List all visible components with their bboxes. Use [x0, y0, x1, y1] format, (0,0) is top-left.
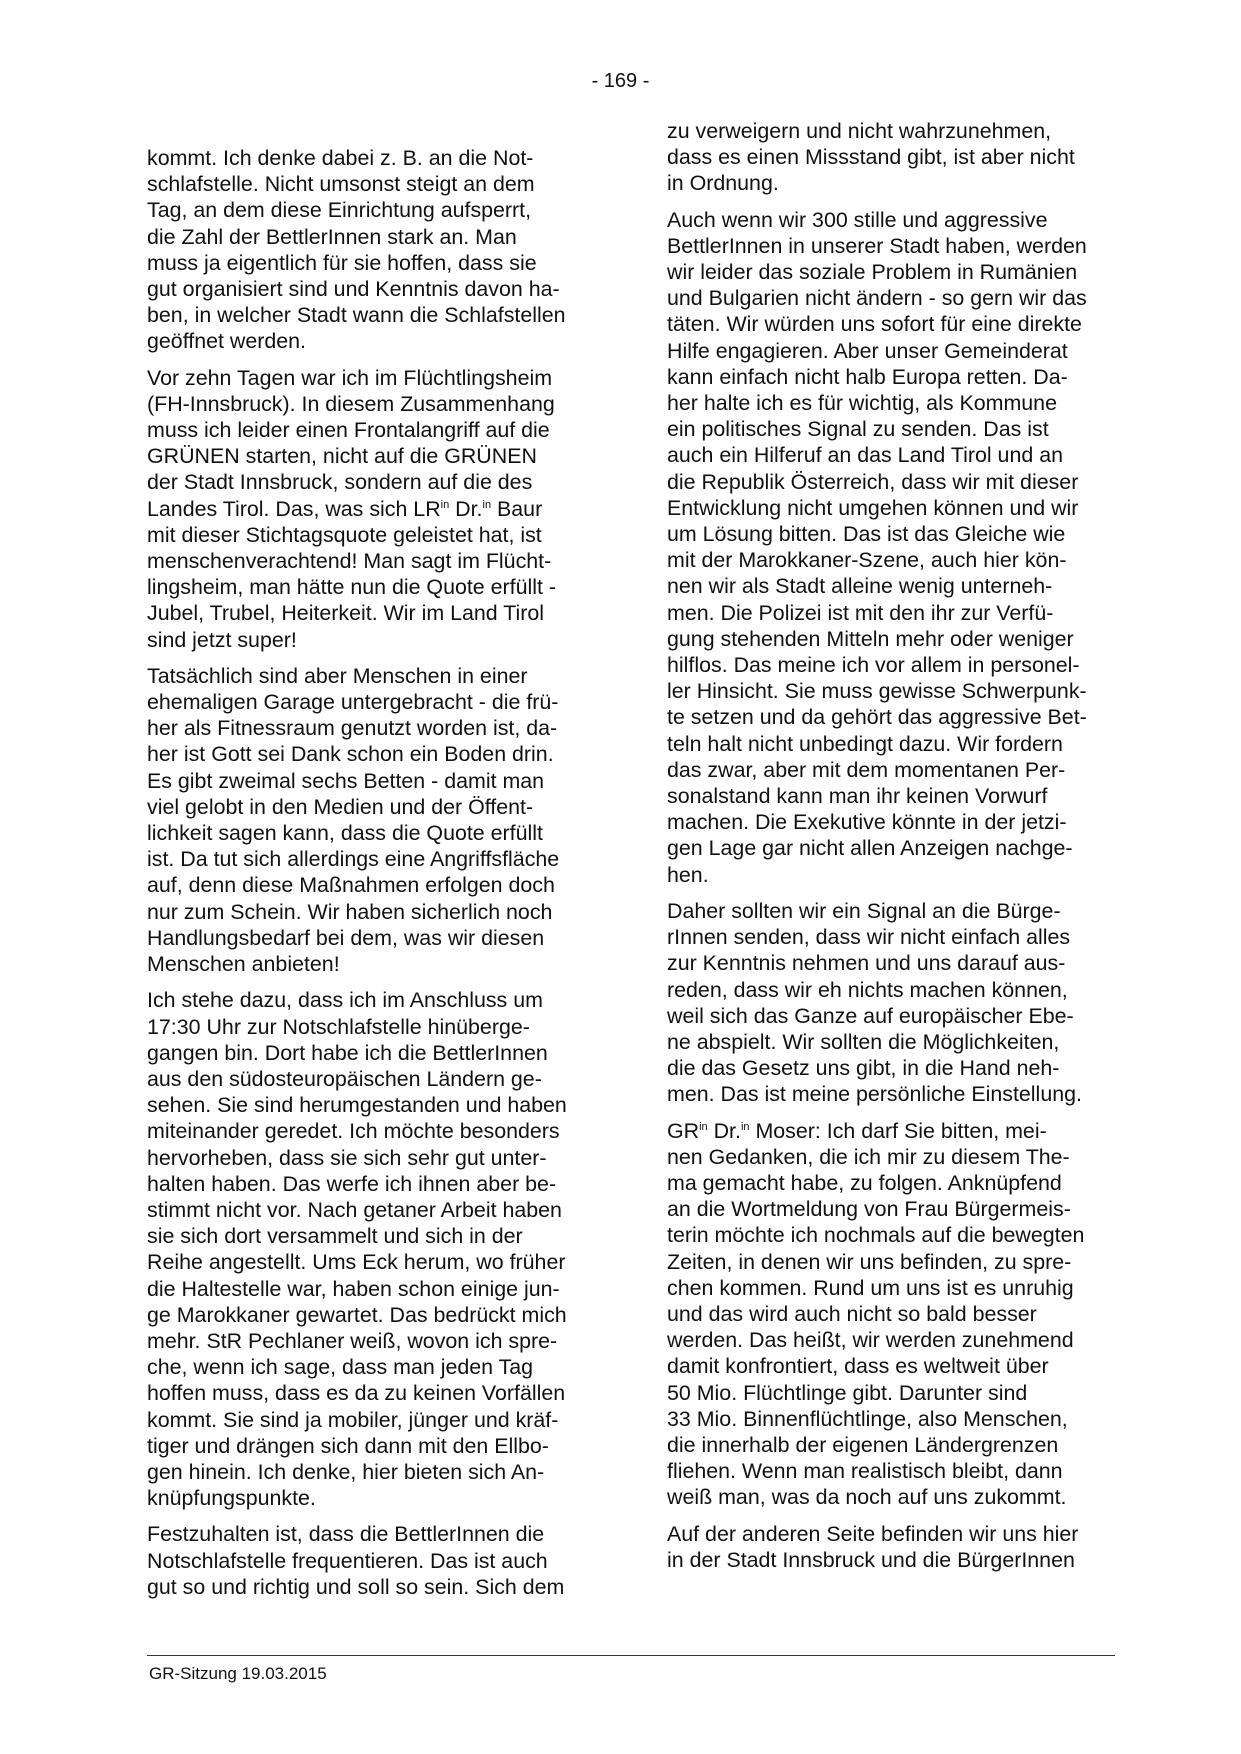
- text-line: nur zum Schein. Wir haben sicherlich noch: [147, 899, 553, 924]
- text-line: reden, dass wir eh nichts machen können,: [667, 977, 1068, 1002]
- text-line: in der Stadt Innsbruck und die BürgerInnen: [667, 1547, 1075, 1572]
- text-line: Notschlafstelle frequentieren. Das ist auch: [147, 1548, 548, 1573]
- text-line: zur Kenntnis nehmen und uns darauf aus-: [667, 951, 1066, 976]
- footer-divider: [147, 1655, 1115, 1656]
- text-line: ben, in welcher Stadt wann die Schlafstellen: [147, 303, 566, 328]
- text-line: sind jetzt super!: [147, 627, 297, 652]
- text-line: Landes Tirol. Das, was sich $LR^{in}$ Dr.$^{in}$ Baur: [147, 496, 543, 521]
- text-line: her ist Gott sei Dank schon ein Boden drin.: [147, 742, 554, 767]
- text-line: Vor zehn Tagen war ich im Flüchtlingsheim: [147, 365, 553, 390]
- text-line: lichkeit sagen kann, dass die Quote erfüllt: [147, 821, 543, 846]
- text-line: muss ich leider einen Frontalangriff auf die: [147, 418, 550, 443]
- text-line: hoffen muss, dass es da zu keinen Vorfällen: [147, 1381, 566, 1406]
- text-line: Es gibt zweimal sechs Betten - damit man: [147, 768, 545, 793]
- text-line: mit der Marokkaner-Szene, auch hier kön-: [667, 548, 1067, 573]
- text-line: lingsheim, man hätte nun die Quote erfüllt -: [147, 575, 557, 600]
- text-line: der Stadt Innsbruck, sondern auf die des: [147, 470, 533, 495]
- text-line: gut so und richtig und soll so sein. Sich dem: [147, 1574, 565, 1599]
- text-line: te setzen und da gehört das aggressive Bet-: [667, 705, 1087, 730]
- text-line: ma gemacht habe, zu folgen. Anknüpfend: [667, 1170, 1062, 1195]
- text-line: ge Marokkaner gewartet. Das bedrückt mich: [147, 1302, 567, 1327]
- text-line: (FH-Innsbruck). In diesem Zusammenhang: [147, 391, 555, 416]
- text-line: knüpfungspunkte.: [147, 1486, 316, 1511]
- text-line: men. Das ist meine persönliche Einstellung.: [667, 1082, 1082, 1107]
- footer-session-date: GR-Sitzung 19.03.2015: [149, 1664, 327, 1683]
- text-line: viel gelobt in den Medien und der Öffent-: [147, 794, 534, 819]
- text-line: die innerhalb der eigenen Ländergrenzen: [667, 1432, 1059, 1457]
- text-line: Jubel, Trubel, Heiterkeit. Wir im Land Tirol: [147, 601, 545, 626]
- text-line: menschenverachtend! Man sagt im Flücht-: [147, 549, 552, 574]
- text-line: 33 Mio. Binnenflüchtlinge, also Menschen,: [667, 1406, 1068, 1431]
- text-line: terin möchte ich nochmals auf die bewegten: [667, 1223, 1085, 1248]
- text-line: an die Wortmeldung von Frau Bürgermeis-: [667, 1197, 1071, 1222]
- text-line: die das Gesetz uns gibt, in die Hand neh-: [667, 1056, 1060, 1081]
- text-line: und das wird auch nicht so bald besser: [667, 1301, 1037, 1326]
- text-line: chen kommen. Rund um uns ist es unruhig: [667, 1275, 1074, 1300]
- text-line: geöffnet werden.: [147, 329, 306, 354]
- text-line: halten haben. Das werfe ich ihnen aber be-: [147, 1171, 557, 1196]
- paragraph: [667, 898, 1115, 1108]
- text-line: Ich stehe dazu, dass ich im Anschluss um: [147, 988, 543, 1013]
- text-line: Hilfe engagieren. Aber unser Gemeinderat: [667, 338, 1068, 363]
- text-line: kann einfach nicht halb Europa retten. Da-: [667, 364, 1068, 389]
- text-line: sonalstand kann man ihr keinen Vorwurf: [667, 784, 1048, 809]
- text-line: hervorheben, dass sie sich sehr gut unter-: [147, 1145, 547, 1170]
- text-line: Reihe angestellt. Ums Eck herum, wo früher: [147, 1250, 566, 1275]
- text-line: kommt. Ich denke dabei z. B. an die Not-: [147, 146, 534, 170]
- page-number: - 169 -: [591, 70, 650, 92]
- text-line: damit konfrontiert, dass es weltweit über: [667, 1354, 1049, 1379]
- text-line: kommt. Sie sind ja mobiler, jünger und kräf-: [147, 1407, 559, 1432]
- paragraph: [667, 1118, 1115, 1511]
- text-line: 17:30 Uhr zur Notschlafstelle hinüberge-: [147, 1014, 530, 1039]
- text-line: fliehen. Wenn man realistisch bleibt, dann: [667, 1459, 1063, 1484]
- text-line: schlafstelle. Nicht umsonst steigt an dem: [147, 172, 535, 197]
- paragraph: [147, 987, 595, 1511]
- text-line: Menschen anbieten!: [147, 952, 340, 977]
- text-line: Daher sollten wir ein Signal an die Bürge-: [667, 898, 1061, 923]
- text-line: hilflos. Das meine ich vor allem in personel-: [667, 653, 1080, 678]
- text-line: Tag, an dem diese Einrichtung aufsperrt,: [147, 198, 532, 223]
- text-line: die Haltestelle war, haben schon einige jun-: [147, 1276, 560, 1301]
- text-line: dass es einen Missstand gibt, ist aber nicht: [667, 145, 1075, 170]
- paragraph: [667, 118, 1115, 197]
- text-line: gangen bin. Dort habe ich die BettlerInnen: [147, 1040, 548, 1065]
- text-line: auf, denn diese Maßnahmen erfolgen doch: [147, 873, 555, 898]
- text-line: weiß man, was da noch auf uns zukommt.: [667, 1485, 1067, 1510]
- text-line: GRÜNEN starten, nicht auf die GRÜNEN: [147, 444, 537, 469]
- text-line: ein politisches Signal zu senden. Das ist: [667, 417, 1049, 442]
- text-line: Tatsächlich sind aber Menschen in einer: [147, 663, 528, 688]
- text-line: weil sich das Ganze auf europäischer Ebe-: [667, 1003, 1074, 1028]
- text-line: Auch wenn wir 300 stille und aggressive: [667, 207, 1048, 232]
- left-column: [147, 145, 595, 1610]
- text-line: mehr. StR Pechlaner weiß, wovon ich spre-: [147, 1328, 558, 1353]
- text-line: che, wenn ich sage, dass man jeden Tag: [147, 1355, 534, 1380]
- text-line: täten. Wir würden uns sofort für eine direkte: [667, 312, 1082, 337]
- text-line: gen Lage gar nicht allen Anzeigen nachge-: [667, 836, 1073, 861]
- text-line: stimmt nicht vor. Nach getaner Arbeit haben: [147, 1197, 562, 1222]
- paragraph: [147, 663, 595, 977]
- text-line: Festzuhalten ist, dass die BettlerInnen die: [147, 1522, 545, 1547]
- text-line: Handlungsbedarf bei dem, was wir diesen: [147, 925, 545, 950]
- text-line: nen Gedanken, die ich mir zu diesem The-: [667, 1144, 1070, 1169]
- text-line: $GR^{in}$ Dr.$^{in}$ Moser: Ich darf Sie bitten, mei-: [667, 1118, 1047, 1143]
- paragraph: [147, 1521, 595, 1600]
- text-line: Zeiten, in denen wir uns befinden, zu spre-: [667, 1249, 1072, 1274]
- text-line: und Bulgarien nicht ändern - so gern wir das: [667, 286, 1087, 311]
- text-line: BettlerInnen in unserer Stadt haben, werden: [667, 233, 1087, 258]
- text-line: gen hinein. Ich denke, hier bieten sich An-: [147, 1459, 545, 1484]
- paragraph: [147, 145, 595, 355]
- text-line: in Ordnung.: [667, 171, 779, 196]
- text-line: rInnen senden, dass wir nicht einfach alles: [667, 925, 1071, 950]
- text-line: ler Hinsicht. Sie muss gewisse Schwerpunk-: [667, 679, 1087, 704]
- text-line: Auf der anderen Seite befinden wir uns hier: [667, 1521, 1079, 1546]
- text-line: hen.: [667, 862, 709, 887]
- text-line: sehen. Sie sind herumgestanden und haben: [147, 1093, 567, 1118]
- text-line: her als Fitnessraum genutzt worden ist, da-: [147, 716, 558, 741]
- paragraph: [147, 365, 595, 653]
- text-line: tiger und drängen sich dann mit den Ellbo-: [147, 1433, 549, 1458]
- text-line: gut organisiert sind und Kenntnis davon ha-: [147, 277, 560, 302]
- text-line: Entwicklung nicht umgehen können und wir: [667, 495, 1079, 520]
- text-line: ist. Da tut sich allerdings eine Angriffsfläche: [147, 847, 560, 872]
- text-line: die Zahl der BettlerInnen stark an. Man: [147, 224, 517, 249]
- text-line: muss ja eigentlich für sie hoffen, dass sie: [147, 250, 537, 275]
- text-line: machen. Die Exekutive könnte in der jetzi-: [667, 810, 1067, 835]
- text-line: mit dieser Stichtagsquote geleistet hat, ist: [147, 522, 542, 547]
- text-line: men. Die Polizei ist mit den ihr zur Verfü-: [667, 600, 1054, 625]
- text-line: aus den südosteuropäischen Ländern ge-: [147, 1066, 542, 1091]
- right-column: [667, 118, 1115, 1583]
- text-line: miteinander geredet. Ich möchte besonders: [147, 1119, 560, 1144]
- text-line: nen wir als Stadt alleine wenig unterneh-: [667, 574, 1053, 599]
- text-line: sie sich dort versammelt und sich in der: [147, 1224, 523, 1249]
- text-line: das zwar, aber mit dem momentanen Per-: [667, 757, 1066, 782]
- text-line: zu verweigern und nicht wahrzunehmen,: [667, 119, 1052, 143]
- text-line: die Republik Österreich, dass wir mit dieser: [667, 469, 1079, 494]
- text-line: um Lösung bitten. Das ist das Gleiche wie: [667, 522, 1066, 547]
- paragraph: [667, 1521, 1115, 1573]
- text-line: 50 Mio. Flüchtlinge gibt. Darunter sind: [667, 1380, 1028, 1405]
- text-line: auch ein Hilferuf an das Land Tirol und an: [667, 443, 1063, 468]
- paragraph: [667, 207, 1115, 888]
- text-line: teln halt nicht unbedingt dazu. Wir fordern: [667, 731, 1063, 756]
- text-line: her halte ich es für wichtig, als Kommune: [667, 391, 1057, 416]
- text-line: wir leider das soziale Problem in Rumänien: [667, 260, 1078, 285]
- text-line: ehemaligen Garage untergebracht - die frü-: [147, 690, 559, 715]
- text-line: gung stehenden Mitteln mehr oder weniger: [667, 626, 1074, 651]
- text-line: ne abspielt. Wir sollten die Möglichkeiten,: [667, 1029, 1060, 1054]
- text-line: werden. Das heißt, wir werden zunehmend: [667, 1328, 1074, 1353]
